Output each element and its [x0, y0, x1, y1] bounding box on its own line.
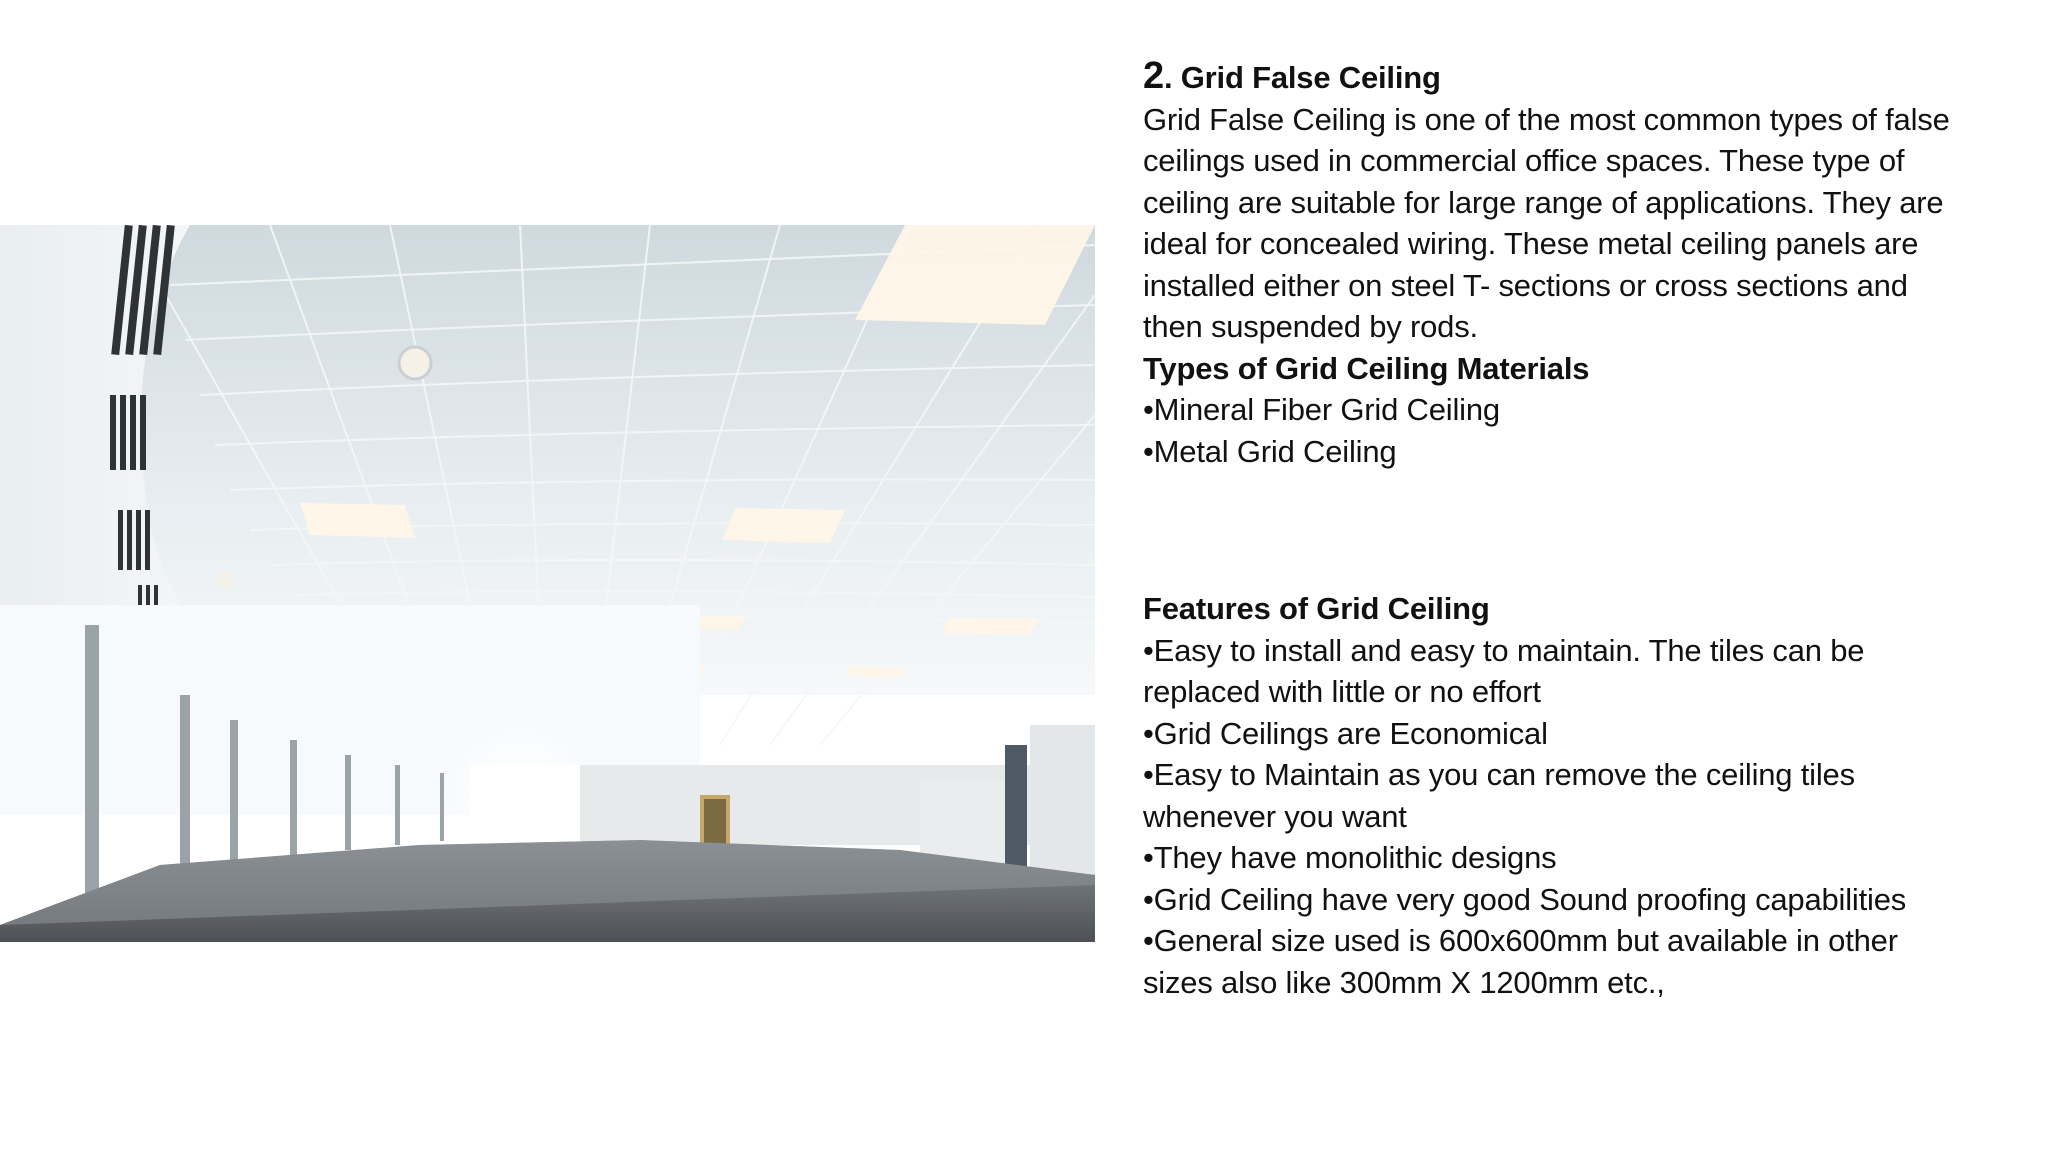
section-heading: [1143, 56, 2023, 99]
heading-number: 2: [1143, 55, 1164, 97]
spacer: [1143, 472, 2023, 588]
intro-line: ceilings used in commercial office spaces. These type of: [1143, 143, 1905, 178]
material-item: •Mineral Fiber Grid Ceiling: [1143, 392, 1500, 427]
intro-line: Grid False Ceiling is one of the most common types of false: [1143, 101, 1950, 137]
feature-line: •Grid Ceilings are Economical: [1143, 715, 1548, 751]
intro-line: ceiling are suitable for large range of applications. They are: [1143, 184, 1944, 220]
feature-line: sizes also like 300mm X 1200mm etc.,: [1143, 964, 1665, 1000]
feature-line: whenever you want: [1143, 798, 1407, 834]
feature-line: •General size used is 600x600mm but available in other: [1143, 923, 1898, 958]
feature-line: •Easy to install and easy to maintain. The tiles can be: [1143, 632, 1865, 668]
feature-line: •They have monolithic designs: [1143, 840, 1557, 875]
intro-line: then suspended by rods.: [1143, 309, 1478, 344]
heading-title: . Grid False Ceiling: [1163, 60, 1441, 95]
feature-line: •Easy to Maintain as you can remove the ceiling tiles: [1143, 757, 1855, 792]
material-item: •Metal Grid Ceiling: [1143, 433, 1397, 469]
feature-line: •Grid Ceiling have very good Sound proofing capabilities: [1143, 881, 1907, 917]
intro-line: installed either on steel T- sections or cross sections and: [1143, 267, 1908, 303]
materials-title: Types of Grid Ceiling Materials: [1143, 350, 1590, 386]
intro-line: ideal for concealed wiring. These metal ceiling panels are: [1143, 226, 1919, 261]
features-title: Features of Grid Ceiling: [1143, 591, 1490, 626]
office-grid-ceiling-photo: [0, 225, 1095, 942]
text-content: [1143, 56, 2023, 1003]
feature-line: replaced with little or no effort: [1143, 674, 1541, 709]
